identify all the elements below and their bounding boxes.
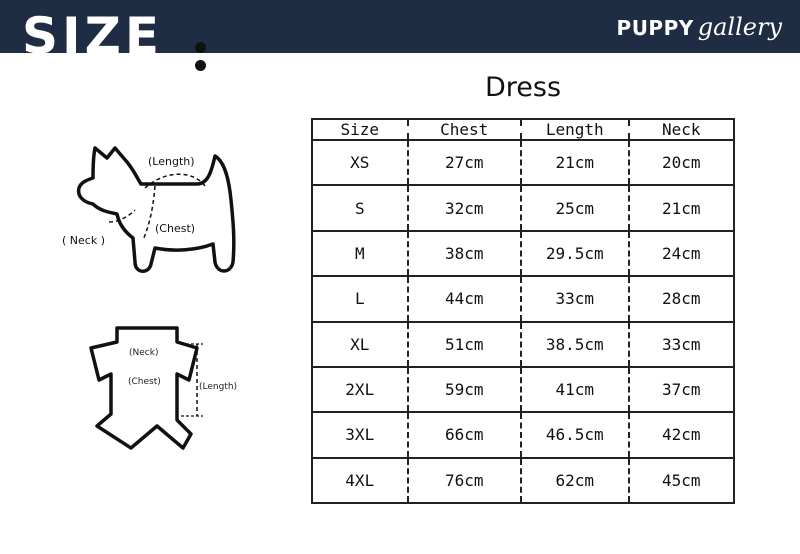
neck-cell: 28cm: [629, 276, 734, 321]
table-row: [312, 140, 734, 185]
size-cell: 3XL: [312, 412, 408, 457]
brand-logo: [617, 12, 782, 45]
size-cell: 4XL: [312, 458, 408, 503]
neck-cell: 42cm: [629, 412, 734, 457]
length-cell: 21cm: [521, 140, 629, 185]
header-neck: Neck: [629, 119, 734, 140]
chest-cell: 44cm: [408, 276, 521, 321]
chest-cell: 38cm: [408, 231, 521, 276]
size-cell: 2XL: [312, 367, 408, 412]
neck-cell: 45cm: [662, 470, 701, 490]
table-row: [312, 231, 734, 276]
table-header-row: [312, 119, 734, 140]
chest-cell: 76cm: [408, 458, 521, 503]
length-cell: 46.5cm: [521, 412, 629, 457]
neck-cell: 37cm: [629, 367, 734, 412]
garment-neck-label: (Neck): [129, 348, 159, 358]
chest-cell: 51cm: [408, 322, 521, 367]
neck-cell: 21cm: [629, 185, 734, 230]
length-cell: 29.5cm: [521, 231, 629, 276]
garment-length-label: (Length): [199, 382, 238, 392]
size-cell: L: [312, 276, 408, 321]
size-cell: XL: [312, 322, 408, 367]
chest-cell: 27cm: [408, 140, 521, 185]
table-row: [312, 185, 734, 230]
table-row: [312, 458, 734, 503]
header-size: Size: [312, 119, 408, 140]
size-logo: SIZE: [22, 7, 164, 65]
dog-measurement-diagram: [55, 140, 255, 285]
size-cell: M: [312, 231, 408, 276]
brand-name-bold: PUPPY: [616, 16, 694, 40]
dog-neck-label: ( Neck ): [62, 234, 105, 247]
header-length: Length: [521, 119, 629, 140]
table-title: Dress: [484, 72, 562, 103]
size-chart-table: [311, 118, 735, 504]
length-cell: 62cm: [521, 458, 629, 503]
dog-length-label: (Length): [148, 155, 195, 168]
garment-measurement-diagram: [85, 322, 255, 457]
length-cell: 25cm: [521, 185, 629, 230]
size-logo-colon-bottom: [195, 60, 206, 71]
neck-cell: 20cm: [629, 140, 734, 185]
table-row: [312, 322, 734, 367]
chest-cell: 32cm: [408, 185, 521, 230]
chest-measure-line: [143, 186, 155, 240]
table-row: [312, 367, 734, 412]
chest-cell: 66cm: [408, 412, 521, 457]
size-logo-colon-top: [195, 42, 206, 53]
length-cell: 38.5cm: [521, 322, 629, 367]
dog-chest-label: (Chest): [155, 222, 196, 235]
table-row: [312, 412, 734, 457]
size-cell: XS: [312, 140, 408, 185]
header-bar: [0, 0, 800, 65]
neck-cell: 33cm: [629, 322, 734, 367]
chest-cell: 59cm: [408, 367, 521, 412]
garment-outline-icon: [91, 328, 197, 448]
size-cell: S: [312, 185, 408, 230]
garment-chest-label: (Chest): [128, 377, 161, 387]
length-cell: 33cm: [521, 276, 629, 321]
neck-cell: 24cm: [629, 231, 734, 276]
length-measure-line: [145, 174, 205, 188]
length-cell: 41cm: [521, 367, 629, 412]
header-chest: Chest: [408, 119, 521, 140]
brand-name-script: gallery: [697, 13, 782, 41]
table-row: [312, 276, 734, 321]
